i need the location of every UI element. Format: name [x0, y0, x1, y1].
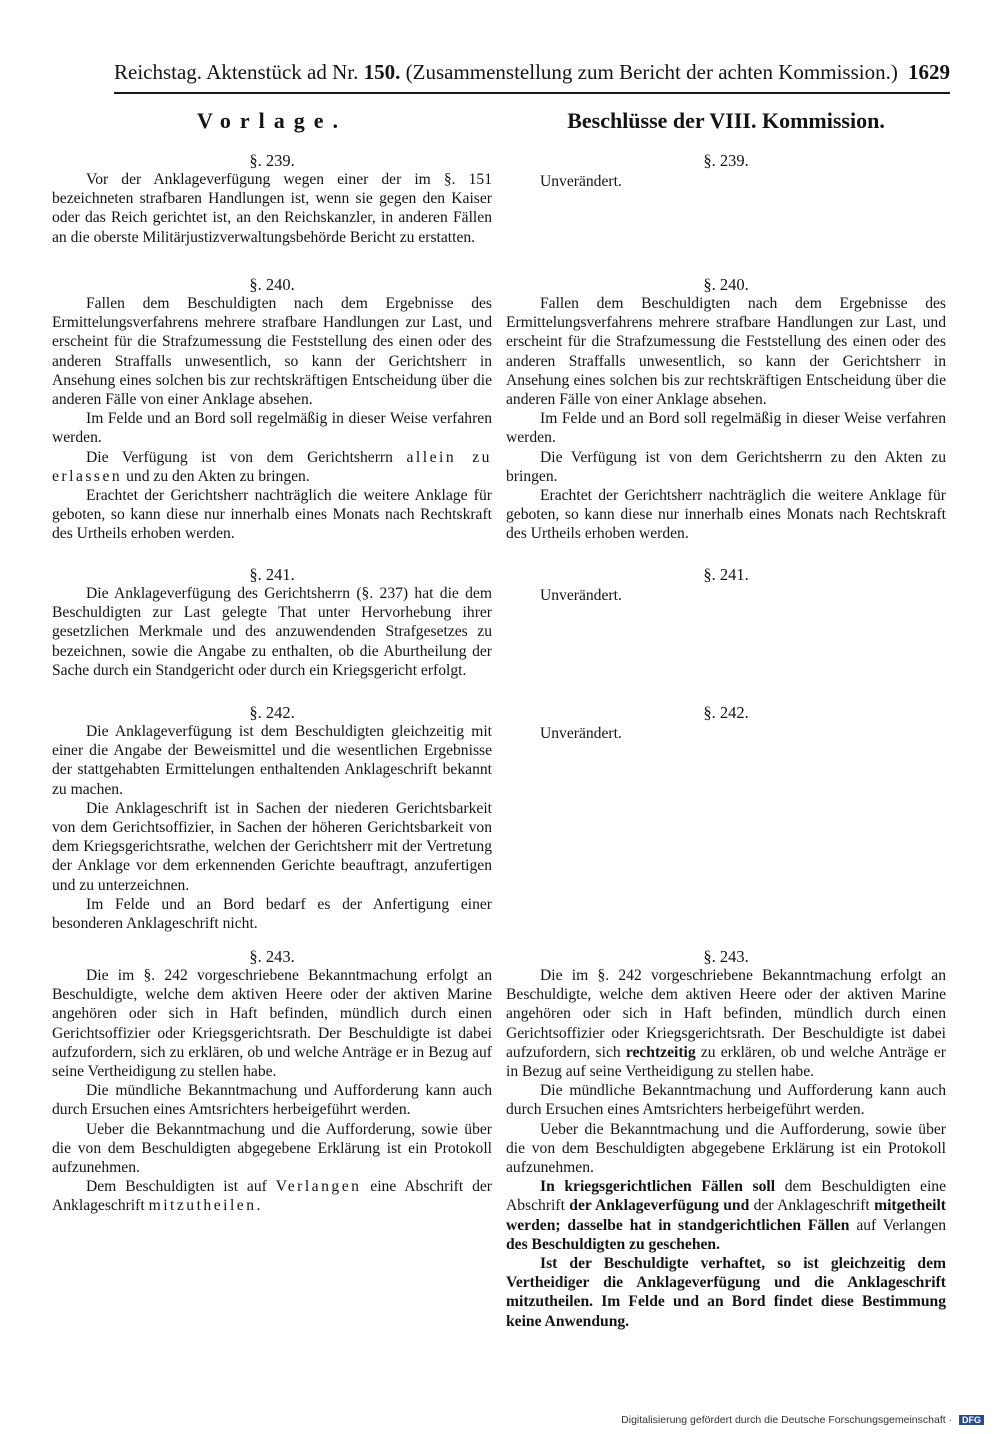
section-heading: §. 240. [249, 275, 295, 294]
unchanged-note: Unverändert. [540, 587, 622, 604]
column-beschluesse [506, 108, 947, 1330]
bold-amendment: des Beschuldigten zu geschehen. [506, 1235, 720, 1253]
running-title-suffix: (Zusammenstellung zum Bericht der achten Kommission.) [400, 60, 898, 84]
right-section-241 [506, 566, 946, 605]
text-run: Die im §. 242 vorgeschriebene Bekanntmachung erfolgt an Beschuldigte, welche dem aktiven Heere oder der aktiven Marine angehören oder sich in Haft befinden, mündlich durch einen Gerichtsoffizier oder Kriegsgerichtsrath. Der Beschuldigte ist dabei aufzufordern, sich [506, 967, 946, 1061]
spaced-emphasis: allein zu erlassen [52, 448, 492, 485]
paragraph: Fallen dem Beschuldigten nach dem Ergebnisse des Ermittelungsverfahrens mehrere strafbare Handlungen zur Last, und erscheint für die Strafzumessung die Feststellung des einen oder des anderen Straffalls unwesentlich, so kann der Gerichtsherr in Ansehung eines solchen bis zur rechtskräftigen Entscheidung über die anderen Fälle von einer Anklage absehen. [52, 295, 492, 409]
section-heading: §. 240. [703, 275, 749, 294]
section-heading: §. 243. [703, 947, 749, 966]
text-run: auf Verlangen [849, 1216, 947, 1234]
paragraph [506, 1177, 946, 1254]
paragraph: Erachtet der Gerichtsherr nachträglich die weitere Anklage für geboten, so kann diese nur innerhalb eines Monats nach Rechtskraft des Urtheils erhoben werden. [506, 487, 946, 543]
text-run: Die Verfügung ist von dem Gerichtsherrn [86, 448, 407, 466]
section-heading: §. 242. [703, 703, 749, 722]
spaced-emphasis: Verlangen [275, 1178, 362, 1196]
running-header [114, 58, 950, 94]
bold-amendment: rechtzeitig [625, 1043, 696, 1061]
text-run: zu erklären, ob und welche Anträge er in Bezug auf seine Vertheidigung zu stellen habe. [506, 1043, 946, 1081]
section-heading: §. 243. [249, 947, 295, 966]
section-heading: §. 241. [249, 565, 295, 584]
paragraph: Im Felde und an Bord bedarf es der Anfertigung einer besonderen Anklageschrift nicht. [52, 895, 492, 933]
paragraph: Die Anklageverfügung ist dem Beschuldigten gleichzeitig mit einer die Angabe der Beweismittel und die wesentlichen Ergebnisse der stattgehabten Ermittelungen enthaltenden Anklageschrift bekannt zu machen. [52, 723, 492, 798]
right-section-240 [506, 276, 946, 544]
text-run: und zu den Akten zu bringen. [122, 467, 310, 485]
section-heading: §. 242. [249, 703, 295, 722]
unchanged-note: Unverändert. [540, 173, 622, 190]
text-run: Dem Beschuldigten ist auf [86, 1178, 276, 1196]
paragraph: Die mündliche Bekanntmachung und Aufforderung kann auch durch Ersuchen eines Amtsrichters herbeigeführt werden. [52, 1082, 492, 1119]
paragraph [52, 448, 492, 486]
unchanged-note: Unverändert. [540, 725, 622, 742]
right-section-243 [506, 948, 946, 1331]
paragraph: Ueber die Bekanntmachung und die Aufforderung, sowie über die von dem Beschuldigten abgegebene Erklärung ist ein Protokoll aufzunehmen. [506, 1120, 946, 1177]
spaced-emphasis: mitzutheilen. [148, 1197, 263, 1215]
paragraph: Fallen dem Beschuldigten nach dem Ergebnisse des Ermittelungsverfahrens mehrere strafbare Handlungen zur Last, und erscheint für die Strafzumessung die Feststellung des einen oder des anderen Straffalls unwesentlich, so kann der Gerichtsherr in Ansehung eines solchen bis zur rechtskräftigen Entscheidung über die anderen Fälle von einer Anklage absehen. [506, 295, 946, 409]
section-heading: §. 241. [703, 565, 749, 584]
right-section-239 [506, 152, 946, 191]
paragraph-bold-amendment: Ist der Beschuldigte verhaftet, so ist gleichzeitig dem Vertheidiger die Anklageverfügung und die Anklageschrift mitzutheilen. Im Felde und an Bord findet diese Bestimmung keine Anwendung. [506, 1255, 946, 1330]
digitization-credit [621, 1414, 984, 1426]
paragraph: Vor der Anklageverfügung wegen einer der im §. 151 bezeichneten strafbaren Handlungen ist, wenn sie gegen den Kaiser oder das Reich gerichtet ist, an den Reichskanzler, in anderen Fällen an die oberste Militärjustizverwaltungsbehörde Bericht zu erstatten. [52, 171, 492, 246]
paragraph: Die Anklageverfügung des Gerichtsherrn (§. 237) hat die dem Beschuldigten zur Last gelegte That unter Hervorhebung ihrer gesetzlichen Merkmale und des anzuwendenden Strafgesetzes zu bezeichnen, sowie die Angabe zu enthalten, ob die Aburtheilung der Sache durch ein Standgericht oder durch ein Kriegsgericht erfolgt. [52, 585, 492, 679]
section-heading: §. 239. [703, 151, 749, 170]
paragraph: Im Felde und an Bord soll regelmäßig in dieser Weise verfahren werden. [52, 410, 492, 447]
page-number: 1629 [908, 60, 950, 84]
left-section-239 [52, 152, 492, 247]
column-title-beschluesse: Beschlüsse der VIII. Kommission. [567, 108, 885, 133]
paragraph [506, 966, 946, 1081]
credit-text: Digitalisierung gefördert durch die Deutsche Forschungsgemeinschaft · [621, 1414, 955, 1426]
left-section-240 [52, 276, 492, 544]
bold-amendment: der Anklageverfügung und [569, 1197, 750, 1215]
left-section-243 [52, 948, 492, 1216]
bold-amendment: In kriegsgerichtlichen Fällen soll [540, 1178, 776, 1196]
text-run: eine Abschrift der Anklageschrift [52, 1178, 492, 1215]
left-section-241 [52, 566, 492, 680]
paragraph: Ueber die Bekanntmachung und die Aufforderung, sowie über die von dem Beschuldigten abgegebene Erklärung ist ein Protokoll aufzunehmen. [52, 1120, 492, 1177]
paragraph: Die im §. 242 vorgeschriebene Bekanntmachung erfolgt an Beschuldigte, welche dem aktiven Heere oder der aktiven Marine angehören oder sich in Haft befinden, mündlich durch einen Gerichtsoffizier oder Kriegsgerichtsrath. Der Beschuldigte ist dabei aufzufordern, sich zu erklären, ob und welche Anträge er in Bezug auf seine Vertheidigung zu stellen habe. [52, 967, 492, 1081]
paragraph: Im Felde und an Bord soll regelmäßig in dieser Weise verfahren werden. [506, 410, 946, 447]
paragraph [52, 1177, 492, 1215]
right-section-242 [506, 704, 946, 743]
paragraph: Die Verfügung ist von dem Gerichtsherrn zu den Akten zu bringen. [506, 448, 946, 485]
text-run: dem Beschuldigten eine Abschrift [506, 1178, 947, 1215]
dfg-logo: DFG [959, 1415, 984, 1425]
running-title [114, 60, 898, 85]
column-vorlage [52, 108, 492, 1215]
paragraph: Die mündliche Bekanntmachung und Aufforderung kann auch durch Ersuchen eines Amtsrichters herbeigeführt werden. [506, 1082, 946, 1119]
section-heading: §. 239. [249, 151, 295, 170]
text-run: der Anklageschrift [749, 1197, 875, 1215]
running-title-number: 150. [363, 60, 401, 84]
column-title-vorlage: Vorlage. [196, 108, 347, 133]
running-title-prefix: Reichstag. Aktenstück ad Nr. [114, 60, 364, 84]
paragraph: Die Anklageschrift ist in Sachen der niederen Gerichtsbarkeit von dem Gerichtsoffizier, in Sachen der höheren Gerichtsbarkeit von dem Kriegsgerichtsrathe, welchen der Gerichtsherr mit der Vertretung der Anklage vor dem erkennenden Gerichte beauftragt, anzufertigen und zu unterzeichnen. [52, 799, 492, 894]
bold-amendment: mitgetheilt werden; dasselbe hat in standgerichtlichen Fällen [506, 1197, 946, 1234]
paragraph: Erachtet der Gerichtsherr nachträglich die weitere Anklage für geboten, so kann diese nur innerhalb eines Monats nach Rechtskraft des Urtheils erhoben werden. [52, 487, 492, 543]
left-section-242 [52, 704, 492, 933]
